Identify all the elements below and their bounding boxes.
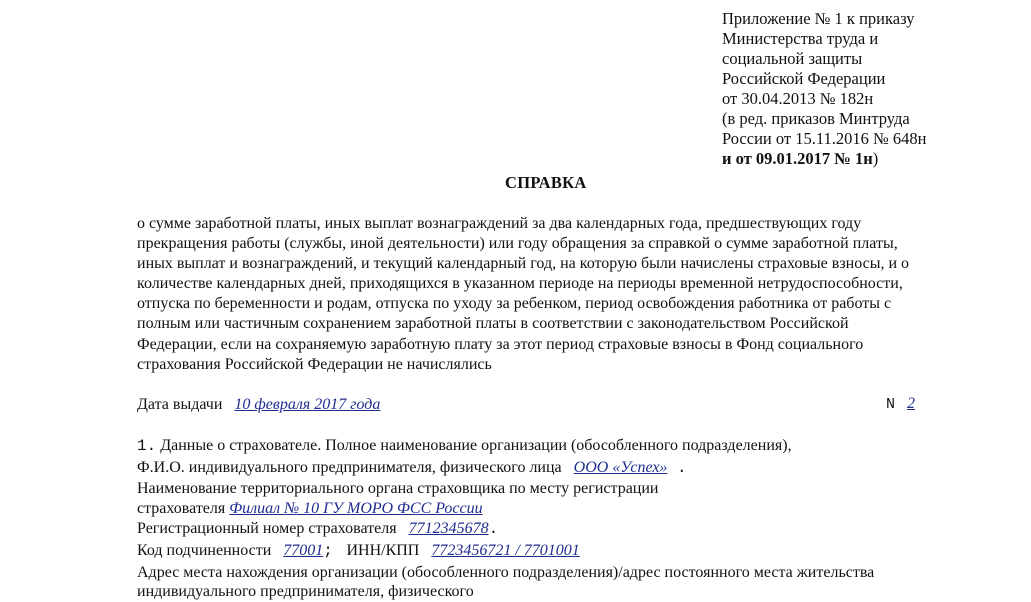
territorial-body-label: Наименование территориального органа страховщика по месту регистрации bbox=[137, 480, 659, 497]
subtitle-line: страхования Российской Федерации не начислялись bbox=[137, 355, 492, 373]
issue-date-row bbox=[137, 395, 380, 415]
document-title: СПРАВКА bbox=[505, 173, 587, 192]
subordination-code-row bbox=[137, 541, 580, 561]
subtitle-line: отпуска по беременности и родам, отпуска по уходу за ребенком, период освобождения работника от работы с bbox=[137, 295, 892, 313]
order-reference-amendment: от 09.01.2017 № 1н bbox=[735, 149, 873, 168]
order-reference-prefix: и bbox=[722, 149, 732, 168]
address-label-row-cont bbox=[137, 582, 474, 602]
subtitle-line: о сумме заработной платы, иных выплат вознаграждений за два календарных года, предшествующих году bbox=[137, 215, 862, 232]
insurer-data-heading bbox=[137, 436, 792, 456]
subtitle-line: количестве календарных дней, приходящихся в указанном периоде на периоды временной нетрудоспособности, bbox=[137, 275, 903, 293]
territorial-body-label-cont: страхователя bbox=[137, 500, 226, 517]
subtitle-line: полным или частичным сохранением заработной платы в соответствии с законодательством Российской bbox=[137, 315, 849, 333]
order-reference-line: социальной защиты bbox=[722, 49, 863, 68]
order-reference-line: Министерства труда и bbox=[722, 29, 879, 48]
registration-number-period: . bbox=[488, 520, 499, 538]
order-reference-line: от 30.04.2013 № 182н bbox=[722, 89, 874, 108]
order-reference-suffix: ) bbox=[872, 149, 879, 168]
address-label-cont: индивидуального предпринимателя, физического bbox=[137, 583, 474, 600]
organization-name-value: ООО «Успех» bbox=[573, 459, 668, 476]
order-reference-line: Приложение № 1 к приказу bbox=[722, 9, 915, 28]
order-reference-line: Российской Федерации bbox=[722, 69, 886, 88]
subordination-code-label: Код подчиненности bbox=[137, 542, 272, 559]
organization-name-period: . bbox=[667, 459, 687, 477]
subtitle-line: Федерации, если на сохраняемую заработную плату за этот период страховые взносы в Фонд социального bbox=[137, 335, 864, 353]
document-subtitle bbox=[137, 214, 967, 375]
order-reference bbox=[722, 9, 926, 169]
insurer-data-heading-text: Данные о страхователе. Полное наименование организации (обособленного подразделения), bbox=[160, 437, 792, 454]
issue-date-label: Дата выдачи bbox=[137, 396, 223, 413]
order-reference-line: (в ред. приказов Минтруда bbox=[722, 109, 910, 128]
territorial-body-row bbox=[137, 499, 483, 519]
registration-number-row bbox=[137, 519, 498, 539]
subordination-code-value: 77001 bbox=[283, 542, 324, 559]
order-reference-line: России от 15.11.2016 № 648н bbox=[722, 129, 927, 148]
subtitle-line: иных выплат и вознаграждений, и текущий календарный год, на которую были начислены страховые взносы, и о bbox=[137, 255, 910, 273]
inn-kpp-label: ИНН/КПП bbox=[346, 542, 420, 559]
registration-number-label: Регистрационный номер страхователя bbox=[137, 520, 397, 537]
territorial-body-value: Филиал № 10 ГУ МОРО ФСС России bbox=[229, 500, 483, 517]
address-label-row bbox=[137, 563, 874, 583]
organization-name-row bbox=[137, 458, 687, 478]
territorial-body-label-row bbox=[137, 479, 658, 499]
registration-number-value: 7712345678 bbox=[408, 520, 489, 537]
inn-kpp-value: 7723456721 / 7701001 bbox=[431, 542, 580, 559]
certificate-number-value: 2 bbox=[907, 395, 915, 412]
issue-date-value: 10 февраля 2017 года bbox=[234, 396, 381, 413]
subordination-code-separator: ; bbox=[323, 542, 343, 560]
order-reference-last-line bbox=[722, 149, 926, 169]
section-number: 1. bbox=[137, 437, 157, 455]
certificate-number-label: N bbox=[886, 396, 896, 413]
address-label: Адрес места нахождения организации (обособленного подразделения)/адрес постоянного места жительства bbox=[137, 564, 875, 581]
organization-name-label: Ф.И.О. индивидуального предпринимателя, физического лица bbox=[137, 459, 562, 476]
subtitle-line: прекращения работы (службы, иной деятельности) или году обращения за справкой о сумме заработной платы, bbox=[137, 235, 898, 253]
